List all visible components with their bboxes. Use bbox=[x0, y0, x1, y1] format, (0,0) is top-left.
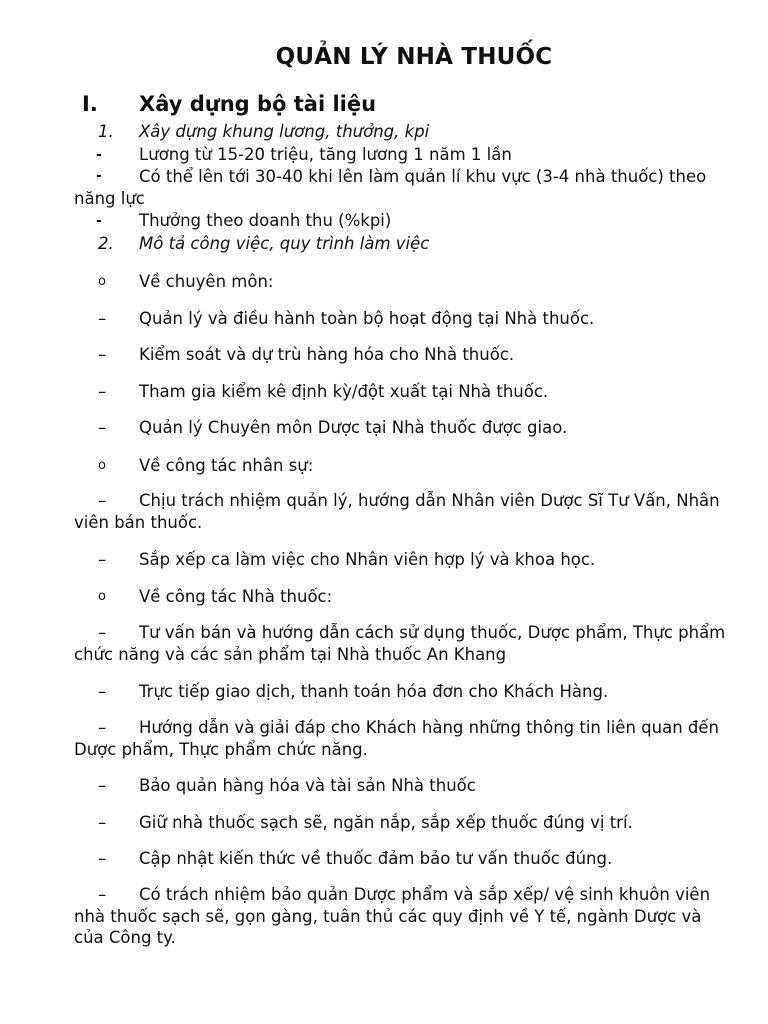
list-marker: – bbox=[98, 623, 107, 642]
list-text: Bảo quản hàng hóa và tài sản Nhà thuốc bbox=[139, 776, 476, 795]
list-text: Mô tả công việc, quy trình làm việc bbox=[139, 234, 430, 253]
list-marker: – bbox=[98, 309, 107, 328]
list-item bbox=[74, 717, 734, 760]
list-item bbox=[74, 622, 734, 665]
list-text: Giữ nhà thuốc sạch sẽ, ngăn nắp, sắp xếp thuốc đúng vị trí. bbox=[139, 813, 633, 832]
list-text: Hướng dẫn và giải đáp cho Khách hàng những thông tin liên quan đến Dược phẩm, Thực phẩm chức năng. bbox=[74, 718, 719, 759]
list-text: Xây dựng khung lương, thưởng, kpi bbox=[139, 122, 430, 141]
list-text: Chịu trách nhiệm quản lý, hướng dẫn Nhân viên Dược Sĩ Tư Vấn, Nhân viên bán thuốc. bbox=[74, 491, 720, 532]
list-marker: - bbox=[96, 168, 102, 184]
section-title: Xây dựng bộ tài liệu bbox=[139, 92, 377, 116]
list-item bbox=[74, 166, 734, 209]
page-title: QUẢN LÝ NHÀ THUỐC bbox=[275, 44, 553, 70]
list-text: Quản lý Chuyên môn Dược tại Nhà thuốc được giao. bbox=[139, 418, 568, 437]
list-text: Về công tác nhân sự: bbox=[139, 456, 314, 475]
list-text: Trực tiếp giao dịch, thanh toán hóa đơn cho Khách Hàng. bbox=[139, 682, 609, 701]
list-text: Có thể lên tới 30-40 khi lên làm quản lí khu vực (3-4 nhà thuốc) theo năng lực bbox=[74, 167, 707, 208]
list-marker: – bbox=[98, 382, 107, 401]
list-marker: 1. bbox=[98, 122, 114, 141]
list-marker: – bbox=[98, 418, 107, 437]
list-marker: – bbox=[98, 776, 107, 795]
list-marker: – bbox=[98, 550, 107, 569]
list-item bbox=[74, 884, 734, 949]
list-text: Tư vấn bán và hướng dẫn cách sử dụng thuốc, Dược phẩm, Thực phẩm chức năng và các sản phẩm tại Nhà thuốc An Khang bbox=[74, 623, 726, 664]
list-text: Kiểm soát và dự trù hàng hóa cho Nhà thuốc. bbox=[139, 345, 515, 364]
list-text: Sắp xếp ca làm việc cho Nhân viên hợp lý và khoa học. bbox=[139, 550, 596, 569]
list-text: Có trách nhiệm bảo quản Dược phẩm và sắp xếp/ vệ sinh khuôn viên nhà thuốc sạch sẽ, gọn gàng, tuân thủ các quy định về Y tế, ngành Dược và của Công ty. bbox=[74, 885, 711, 947]
list-marker: o bbox=[98, 458, 106, 473]
list-marker: - bbox=[96, 147, 102, 163]
list-marker: – bbox=[98, 849, 107, 868]
list-text: Thưởng theo doanh thu (%kpi) bbox=[139, 211, 392, 230]
list-marker: – bbox=[98, 682, 107, 701]
list-text: Lương từ 15-20 triệu, tăng lương 1 năm 1 lần bbox=[139, 145, 512, 164]
list-text: Về công tác Nhà thuốc: bbox=[139, 587, 333, 606]
list-marker: – bbox=[98, 885, 107, 904]
list-marker: o bbox=[98, 274, 106, 289]
list-text: Về chuyên môn: bbox=[139, 272, 274, 291]
list-marker: – bbox=[98, 813, 107, 832]
list-item bbox=[74, 490, 734, 533]
list-marker: – bbox=[98, 345, 107, 364]
list-marker: – bbox=[98, 718, 107, 737]
list-marker: - bbox=[96, 213, 102, 229]
list-text: Quản lý và điều hành toàn bộ hoạt động tại Nhà thuốc. bbox=[139, 309, 595, 328]
section-heading bbox=[82, 92, 376, 116]
list-marker: 2. bbox=[98, 234, 114, 253]
section-number: I. bbox=[82, 92, 98, 116]
list-text: Cập nhật kiến thức về thuốc đảm bảo tư vấn thuốc đúng. bbox=[139, 849, 613, 868]
list-marker: o bbox=[98, 589, 106, 604]
list-text: Tham gia kiểm kê định kỳ/đột xuất tại Nhà thuốc. bbox=[139, 382, 549, 401]
list-marker: – bbox=[98, 491, 107, 510]
